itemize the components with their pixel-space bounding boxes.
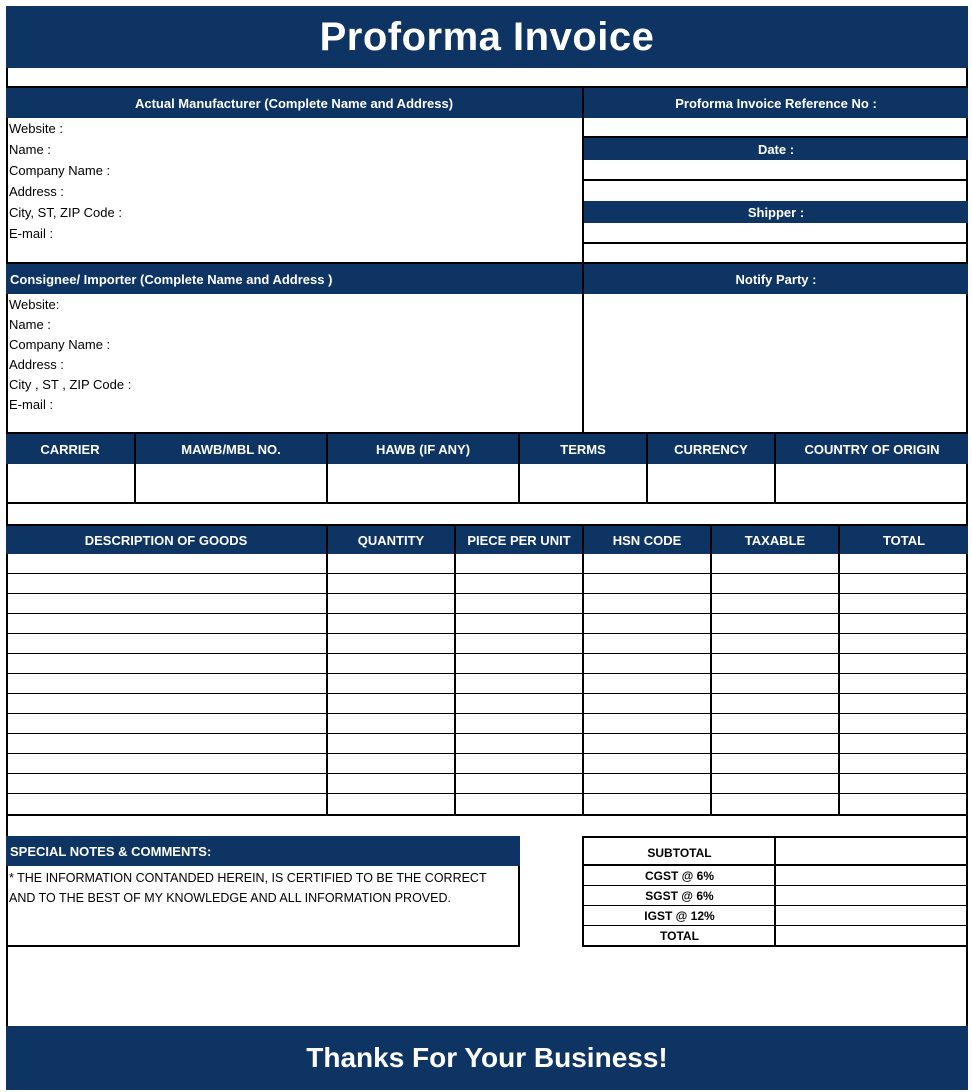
table-row [6,774,968,794]
footer-thanks: Thanks For Your Business! [6,1026,968,1090]
reference-heading: Proforma Invoice Reference No : [584,88,968,118]
goods-cell[interactable] [712,654,840,673]
goods-cell[interactable] [6,774,328,793]
summary-total-label: TOTAL [660,928,699,943]
goods-cell[interactable] [456,574,584,593]
igst-value[interactable] [776,906,968,926]
goods-cell[interactable] [6,634,328,653]
summary-sgst-label: SGST @ 6% [584,886,775,906]
table-row [6,594,968,614]
goods-cell[interactable] [712,694,840,713]
goods-cell[interactable] [328,634,456,653]
consignee-company-label: Company Name : [9,337,111,352]
goods-cell[interactable] [712,554,840,573]
table-row [6,574,968,594]
goods-cell[interactable] [6,714,328,733]
goods-cell[interactable] [712,674,840,693]
goods-cell[interactable] [840,614,968,633]
table-row [6,714,968,734]
consignee-email-label: E-mail : [9,397,54,412]
page-title: Proforma Invoice [6,6,968,68]
goods-cell[interactable] [712,714,840,733]
goods-cell[interactable] [456,734,584,753]
goods-cell[interactable] [840,634,968,653]
goods-col-hsn: HSN CODE [584,526,712,554]
goods-cell[interactable] [6,674,328,693]
notify-heading: Notify Party : [584,264,968,294]
goods-cell[interactable] [328,614,456,633]
notes-body [6,866,520,947]
goods-cell[interactable] [840,594,968,613]
goods-cell[interactable] [6,554,328,573]
goods-cell[interactable] [584,554,712,573]
mawb-input[interactable] [136,464,328,504]
table-row [6,734,968,754]
goods-cell[interactable] [456,714,584,733]
goods-cell[interactable] [712,574,840,593]
goods-cell[interactable] [584,634,712,653]
shipping-col-origin: COUNTRY OF ORIGIN [776,434,968,464]
goods-cell[interactable] [584,694,712,713]
goods-cell[interactable] [328,674,456,693]
notes-text: * THE INFORMATION CONTANDED HEREIN, IS CERTIFIED TO BE THE CORRECT AND TO THE BEST OF MY KNOWLEDGE AND ALL INFORMATION PROVED. [9,871,487,905]
goods-col-description: DESCRIPTION OF GOODS [6,526,328,554]
goods-cell[interactable] [840,794,968,814]
hawb-input[interactable] [328,464,520,504]
manufacturer-body [6,118,584,264]
table-row [6,694,968,714]
goods-cell[interactable] [328,554,456,573]
consignee-address-label: Address : [9,357,64,372]
goods-cell[interactable] [584,654,712,673]
goods-cell[interactable] [456,614,584,633]
spacer-row-2 [6,504,968,526]
goods-cell[interactable] [712,774,840,793]
cgst-value[interactable] [776,866,968,886]
goods-cell[interactable] [328,594,456,613]
goods-cell[interactable] [6,594,328,613]
goods-cell[interactable] [712,794,840,814]
goods-cell[interactable] [840,754,968,773]
date-input-2[interactable] [584,181,968,201]
goods-cell[interactable] [584,794,712,814]
date-input-1[interactable] [584,160,968,181]
goods-cell[interactable] [840,574,968,593]
goods-cell[interactable] [456,754,584,773]
goods-cell[interactable] [328,794,456,814]
goods-cell[interactable] [456,694,584,713]
goods-cell[interactable] [840,714,968,733]
manufacturer-email-label: E-mail : [9,226,54,241]
goods-cell[interactable] [456,674,584,693]
goods-cell[interactable] [328,734,456,753]
manufacturer-name-label: Name : [9,142,51,157]
manufacturer-company-label: Company Name : [9,163,111,178]
goods-col-piece: PIECE PER UNIT [456,526,584,554]
goods-cell[interactable] [328,694,456,713]
goods-cell[interactable] [584,734,712,753]
goods-cell[interactable] [456,554,584,573]
consignee-heading: Consignee/ Importer (Complete Name and Address ) [6,264,584,294]
subtotal-value[interactable] [776,838,968,866]
goods-cell[interactable] [6,734,328,753]
goods-cell[interactable] [456,774,584,793]
shipping-col-currency: CURRENCY [648,434,776,464]
goods-cell[interactable] [6,654,328,673]
goods-cell[interactable] [840,654,968,673]
manufacturer-heading: Actual Manufacturer (Complete Name and Address) [6,88,584,118]
table-row [6,794,968,814]
origin-input[interactable] [776,464,968,504]
goods-cell[interactable] [712,734,840,753]
consignee-body [6,294,584,434]
carrier-input[interactable] [6,464,136,504]
goods-col-taxable: TAXABLE [712,526,840,554]
goods-cell[interactable] [712,634,840,653]
goods-cell[interactable] [584,714,712,733]
goods-cell[interactable] [712,754,840,773]
goods-cell[interactable] [6,694,328,713]
manufacturer-address-label: Address : [9,184,64,199]
shipper-input-2[interactable] [584,244,968,264]
table-row [6,554,968,574]
goods-cell[interactable] [328,774,456,793]
spacer-row [6,68,968,88]
goods-cell[interactable] [328,754,456,773]
summary-subtotal-label: SUBTOTAL [584,838,775,866]
manufacturer-website-label: Website : [9,121,63,136]
goods-cell[interactable] [584,614,712,633]
table-row [6,614,968,634]
goods-cell[interactable] [840,734,968,753]
goods-cell[interactable] [712,594,840,613]
shipping-col-hawb: HAWB (IF ANY) [328,434,520,464]
goods-cell[interactable] [328,654,456,673]
goods-cell[interactable] [6,574,328,593]
table-row [6,754,968,774]
shipping-col-terms: TERMS [520,434,648,464]
shipping-col-mawb: MAWB/MBL NO. [136,434,328,464]
goods-cell[interactable] [840,694,968,713]
summary-igst-label: IGST @ 12% [584,906,775,926]
table-row [6,674,968,694]
goods-cell[interactable] [712,614,840,633]
shipper-input-1[interactable] [584,223,968,244]
goods-cell[interactable] [6,754,328,773]
reference-input[interactable] [584,118,968,138]
goods-col-total: TOTAL [840,526,968,554]
manufacturer-city-label: City, ST, ZIP Code : [9,205,122,220]
goods-cell[interactable] [584,574,712,593]
goods-cell[interactable] [584,594,712,613]
terms-input[interactable] [520,464,648,504]
goods-col-quantity: QUANTITY [328,526,456,554]
notify-body[interactable] [584,294,968,434]
consignee-website-label: Website: [9,297,60,312]
total-value[interactable] [776,926,968,945]
goods-cell[interactable] [6,614,328,633]
shipper-heading: Shipper : [584,201,968,223]
goods-cell[interactable] [840,554,968,573]
consignee-name-label: Name : [9,317,51,332]
shipping-col-carrier: CARRIER [6,434,136,464]
goods-cell[interactable] [328,714,456,733]
table-row [6,654,968,674]
goods-cell[interactable] [584,774,712,793]
goods-cell[interactable] [328,574,456,593]
goods-cell[interactable] [456,794,584,814]
goods-table-body [6,554,968,816]
goods-cell[interactable] [584,674,712,693]
currency-input[interactable] [648,464,776,504]
goods-cell[interactable] [840,774,968,793]
notes-heading: SPECIAL NOTES & COMMENTS: [6,836,520,866]
goods-cell[interactable] [456,654,584,673]
goods-cell[interactable] [840,674,968,693]
table-row [6,634,968,654]
consignee-city-label: City , ST , ZIP Code : [9,377,132,392]
goods-cell[interactable] [456,634,584,653]
sgst-value[interactable] [776,886,968,906]
goods-cell[interactable] [456,594,584,613]
summary-cgst-label: CGST @ 6% [584,866,775,886]
goods-cell[interactable] [584,754,712,773]
date-heading: Date : [584,138,968,160]
goods-cell[interactable] [6,794,328,814]
